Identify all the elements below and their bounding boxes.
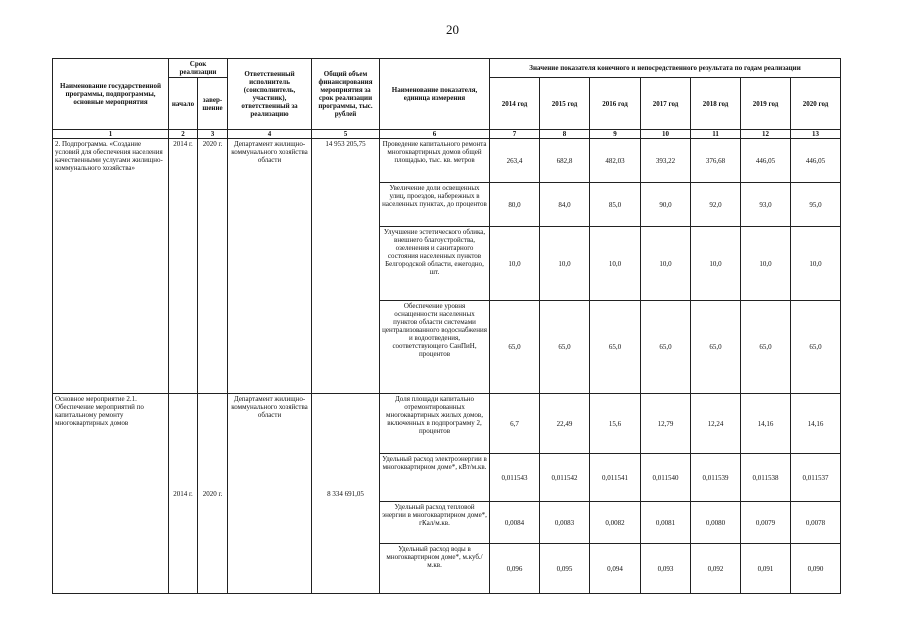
value-cell: 0,093 [641,544,691,594]
header-start: начало [169,78,198,130]
value-cell: 0,0078 [791,502,841,544]
value-cell: 0,091 [741,544,791,594]
header-responsible: Ответственный исполнитель (соисполнитель, участник), ответственный за реализацию [228,59,312,130]
header-name: Наименование государственной программы, подпрограммы, основные мероприятия [53,59,169,130]
header-year: 2020 год [791,78,841,130]
value-cell: 85,0 [590,183,641,227]
header-year: 2014 год [490,78,540,130]
value-cell: 10,0 [641,227,691,301]
main-activity-start: 2014 г. [169,394,198,594]
results-table [52,58,841,594]
column-number: 8 [540,130,590,139]
value-cell: 14,16 [741,394,791,454]
table-row [53,394,841,454]
value-cell: 10,0 [490,227,540,301]
value-cell: 446,05 [741,139,791,183]
value-cell: 90,0 [641,183,691,227]
value-cell: 92,0 [691,183,741,227]
value-cell: 65,0 [540,301,590,394]
value-cell: 10,0 [590,227,641,301]
value-cell: 65,0 [741,301,791,394]
value-cell: 65,0 [791,301,841,394]
column-number: 12 [741,130,791,139]
value-cell: 0,095 [540,544,590,594]
value-cell: 10,0 [741,227,791,301]
value-cell: 0,0084 [490,502,540,544]
header-year: 2015 год [540,78,590,130]
value-cell: 6,7 [490,394,540,454]
header-values-group: Значение показателя конечного и непосредственного результата по годам реализации [490,59,841,78]
column-number: 11 [691,130,741,139]
header-end: завер-шение [198,78,228,130]
indicator-name: Улучшение эстетического облика, внешнего благоустройства, озеленения и санитарного состояния населенных пунктов Белгородской области, ежегодно, шт. [380,227,490,301]
column-number: 6 [380,130,490,139]
column-number: 10 [641,130,691,139]
value-cell: 10,0 [540,227,590,301]
indicator-name: Проведение капитального ремонта многоквартирных домов общей площадью, тыс. кв. метров [380,139,490,183]
value-cell: 95,0 [791,183,841,227]
column-number: 9 [590,130,641,139]
column-number: 3 [198,130,228,139]
column-number: 5 [312,130,380,139]
column-number: 13 [791,130,841,139]
value-cell: 0,096 [490,544,540,594]
main-activity-name: Основное мероприятие 2.1. Обеспечение мероприятий по капитальному ремонту многоквартирных домов [53,394,169,594]
value-cell: 14,16 [791,394,841,454]
value-cell: 84,0 [540,183,590,227]
value-cell: 0,0083 [540,502,590,544]
column-number: 7 [490,130,540,139]
subprogram-responsible: Департамент жилищно-коммунального хозяйства области [228,139,312,394]
header-year: 2019 год [741,78,791,130]
indicator-name: Удельный расход тепловой энергии в многоквартирном доме*, гКал/м.кв. [380,502,490,544]
value-cell: 0,011540 [641,454,691,502]
value-cell: 0,094 [590,544,641,594]
value-cell: 682,8 [540,139,590,183]
subprogram-end: 2020 г. [198,139,228,394]
value-cell: 482,03 [590,139,641,183]
value-cell: 22,49 [540,394,590,454]
header-period: Срок реализации [169,59,228,78]
value-cell: 0,0082 [590,502,641,544]
value-cell: 0,0080 [691,502,741,544]
value-cell: 0,092 [691,544,741,594]
value-cell: 12,79 [641,394,691,454]
value-cell: 446,05 [791,139,841,183]
indicator-name: Обеспечение уровня оснащенности населенных пунктов области системами централизованного водоснабжения и водоотведения, соответствующего СанПиН, процентов [380,301,490,394]
header-funding: Общий объем финансирования мероприятия за срок реализации программы, тыс. рублей [312,59,380,130]
value-cell: 0,011537 [791,454,841,502]
value-cell: 93,0 [741,183,791,227]
column-number: 1 [53,130,169,139]
value-cell: 263,4 [490,139,540,183]
value-cell: 65,0 [490,301,540,394]
value-cell: 0,011538 [741,454,791,502]
value-cell: 0,011542 [540,454,590,502]
value-cell: 0,011543 [490,454,540,502]
value-cell: 393,22 [641,139,691,183]
value-cell: 0,011541 [590,454,641,502]
value-cell: 15,6 [590,394,641,454]
page-number: 20 [446,22,459,37]
value-cell: 0,011539 [691,454,741,502]
main-activity-responsible: Департамент жилищно-коммунального хозяйства области [228,394,312,594]
value-cell: 65,0 [641,301,691,394]
value-cell: 0,0081 [641,502,691,544]
header-year: 2017 год [641,78,691,130]
header-year: 2018 год [691,78,741,130]
value-cell: 376,68 [691,139,741,183]
column-number-row [53,130,841,139]
header-indicator: Наименование показателя, единица измерения [380,59,490,130]
indicator-name: Удельный расход воды в многоквартирном доме*, м.куб./м.кв. [380,544,490,594]
column-number: 2 [169,130,198,139]
value-cell: 65,0 [691,301,741,394]
indicator-name: Удельный расход электроэнергии в многоквартирном доме*, кВт/м.кв. [380,454,490,502]
value-cell: 80,0 [490,183,540,227]
value-cell: 10,0 [791,227,841,301]
value-cell: 12,24 [691,394,741,454]
header-year: 2016 год [590,78,641,130]
subprogram-name: 2. Подпрограмма. «Создание условий для обеспечения населения качественными услугами жилищно-коммунального хозяйства» [53,139,169,394]
value-cell: 10,0 [691,227,741,301]
main-activity-funding: 8 334 691,05 [312,394,380,594]
indicator-name: Увеличение доли освещенных улиц, проездов, набережных в населенных пунктах, до процентов [380,183,490,227]
main-activity-end: 2020 г. [198,394,228,594]
value-cell: 0,090 [791,544,841,594]
subprogram-funding: 14 953 205,75 [312,139,380,394]
value-cell: 0,0079 [741,502,791,544]
value-cell: 65,0 [590,301,641,394]
subprogram-start: 2014 г. [169,139,198,394]
indicator-name: Доля площади капитально отремонтированных многоквартирных жилых домов, включенных в подпрограмму 2, процентов [380,394,490,454]
column-number: 4 [228,130,312,139]
table-row [53,139,841,183]
